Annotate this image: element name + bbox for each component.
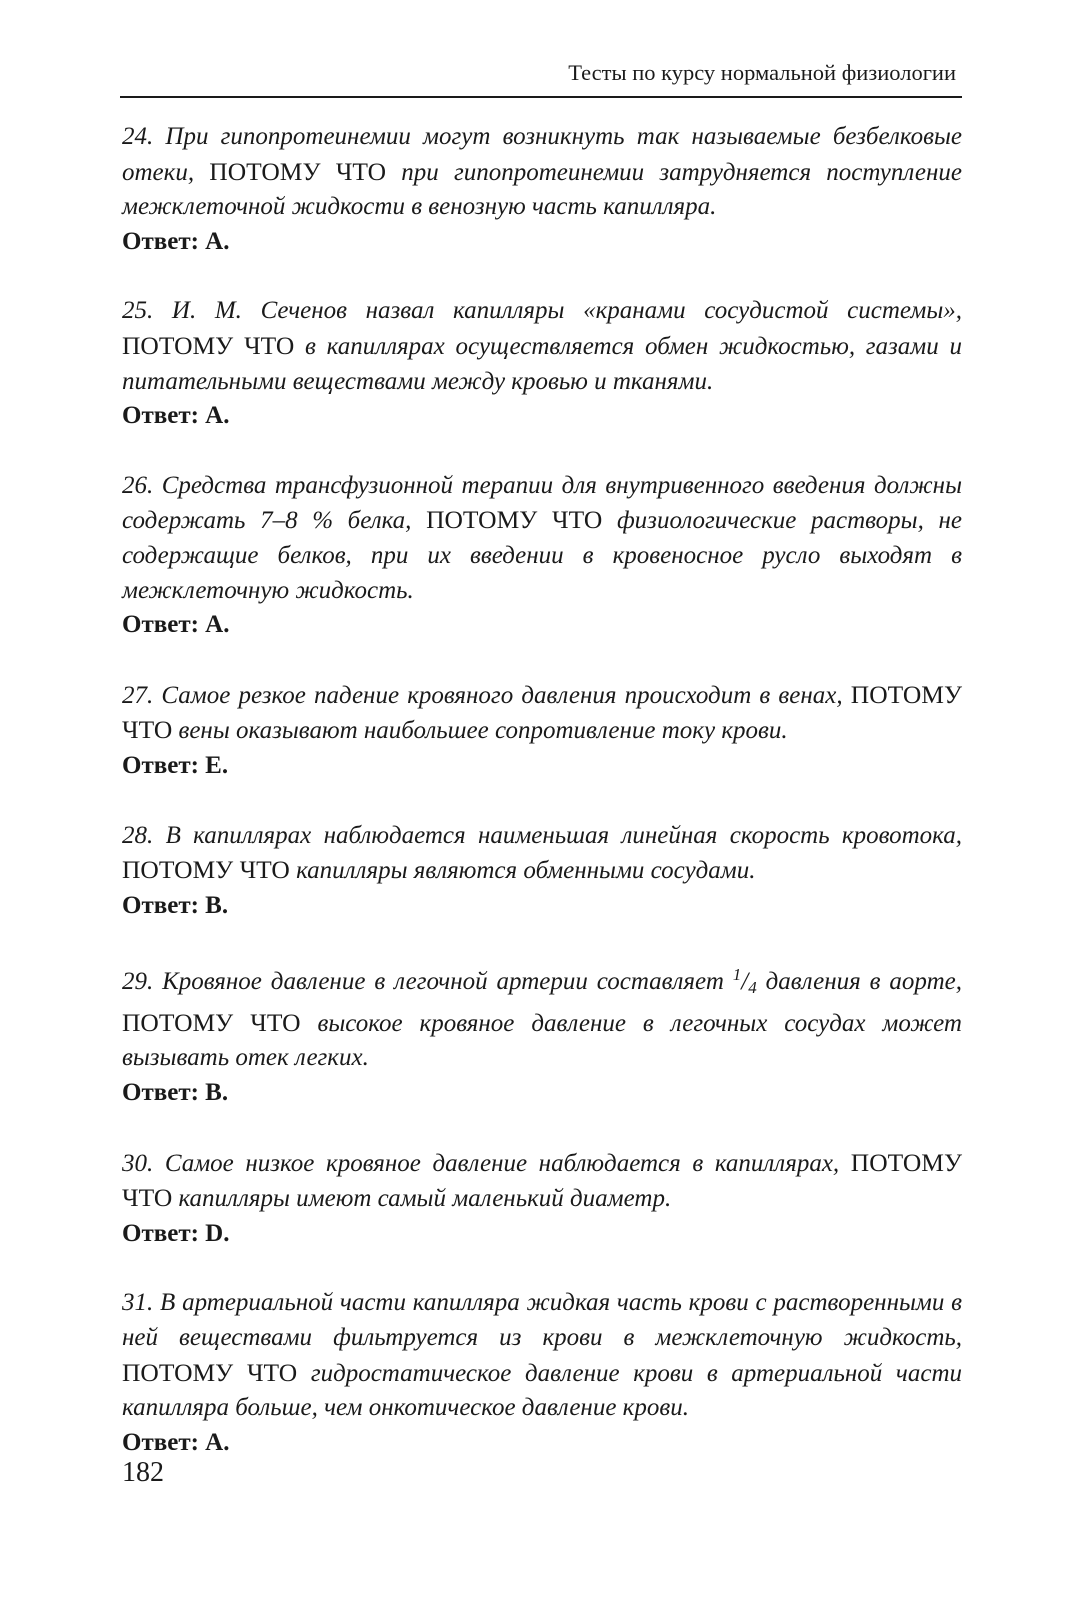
question-27 <box>122 678 962 784</box>
question-31 <box>122 1286 962 1460</box>
question-reason: гидростатическое давление крови в артериальной части капилляра больше, чем онкотическое давление крови. <box>122 1359 963 1422</box>
question-reason: высокое кровяное давление в легочных сосудах может вызывать отек легких. <box>122 1009 962 1072</box>
question-statement: При гипопротеинемии могут возникнуть так называемые безбелковые отеки, <box>122 123 962 186</box>
question-24 <box>122 120 962 259</box>
question-statement: В капиллярах наблюдается наименьшая линейная скорость кровотока, <box>165 821 963 849</box>
question-text <box>122 294 962 399</box>
question-reason: капилляры имеют самый маленький диаметр. <box>178 1185 672 1213</box>
question-answer: Ответ: В. <box>122 1079 229 1107</box>
question-26 <box>122 469 962 643</box>
question-statement: Самое низкое кровяное давление наблюдается в капиллярах, <box>164 1149 840 1177</box>
question-number: 27. <box>122 681 154 709</box>
question-answer: Ответ: А. <box>122 402 230 430</box>
question-text <box>122 1146 962 1217</box>
question-30 <box>122 1146 962 1252</box>
question-answer: Ответ: Е. <box>122 751 229 779</box>
page-number: 182 <box>122 1457 164 1488</box>
question-answer: Ответ: А. <box>122 1428 230 1456</box>
question-connector: ПОТОМУ ЧТО <box>209 156 387 186</box>
question-28 <box>122 819 962 924</box>
question-connector: ПОТОМУ ЧТО <box>122 1357 298 1387</box>
question-text <box>122 1286 962 1425</box>
question-connector: ПОТОМУ ЧТО <box>122 1147 963 1213</box>
question-text <box>122 819 962 889</box>
question-number: 30. <box>122 1149 154 1177</box>
page-content <box>122 120 962 1495</box>
question-connector: ПОТОМУ ЧТО <box>122 855 290 885</box>
question-reason: капилляры являются обменными сосудами. <box>296 857 756 885</box>
question-number: 31. <box>122 1289 154 1317</box>
question-number: 29. <box>122 968 154 996</box>
question-25 <box>122 294 962 433</box>
question-reason: физиологические растворы, не содержащие белков, при их введении в кровеносное русло выходят в межклеточную жидкость. <box>122 507 962 604</box>
question-text <box>122 120 962 225</box>
question-answer: Ответ: В. <box>122 891 229 919</box>
question-statement-continued: давления в аорте, <box>765 968 963 996</box>
question-answer: Ответ: D. <box>122 1219 230 1247</box>
question-number: 26. <box>122 471 154 499</box>
question-connector: ПОТОМУ ЧТО <box>122 679 963 745</box>
question-answer: Ответ: А. <box>122 227 230 255</box>
question-number: 24. <box>122 123 154 150</box>
fraction: $^1$/4 <box>732 965 757 998</box>
question-reason: при гипопротеинемии затрудняется поступление межклеточной жидкости в венозную часть капилляра. <box>122 158 962 221</box>
question-statement: Средства трансфузионной терапии для внутривенного введения должны содержать 7–8 % белка, <box>122 471 963 535</box>
question-statement: Самое резкое падение кровяного давления происходит в венах, <box>161 681 843 709</box>
question-text <box>122 958 962 1076</box>
question-statement: В артериальной части капилляра жидкая часть крови с растворенными в ней веществами фильтруется из крови в межклеточную жидкость, <box>122 1289 962 1352</box>
running-header-title: Тесты по курсу нормальной физиологии <box>568 60 956 85</box>
running-header <box>120 58 962 98</box>
question-answer: Ответ: А. <box>122 611 230 639</box>
question-29 <box>122 958 962 1110</box>
fraction-numerator: 1 <box>732 965 742 985</box>
question-connector: ПОТОМУ ЧТО <box>122 1007 301 1037</box>
question-number: 28. <box>122 821 154 849</box>
question-number: 25. <box>122 297 154 325</box>
question-text <box>122 678 962 749</box>
question-text <box>122 469 962 608</box>
question-connector: ПОТОМУ ЧТО <box>122 330 295 360</box>
question-reason: вены оказывают наибольшее сопротивление току крови. <box>178 717 788 745</box>
question-statement: И. М. Сеченов назвал капилляры «кранами сосудистой системы», <box>171 297 963 325</box>
fraction-denominator: 4 <box>748 978 757 998</box>
question-reason: в капиллярах осуществляется обмен жидкостью, газами и питательными веществами между кровью и тканями. <box>122 332 962 395</box>
question-connector: ПОТОМУ ЧТО <box>426 505 603 535</box>
question-statement: Кровяное давление в легочной артерии составляет <box>162 968 724 996</box>
